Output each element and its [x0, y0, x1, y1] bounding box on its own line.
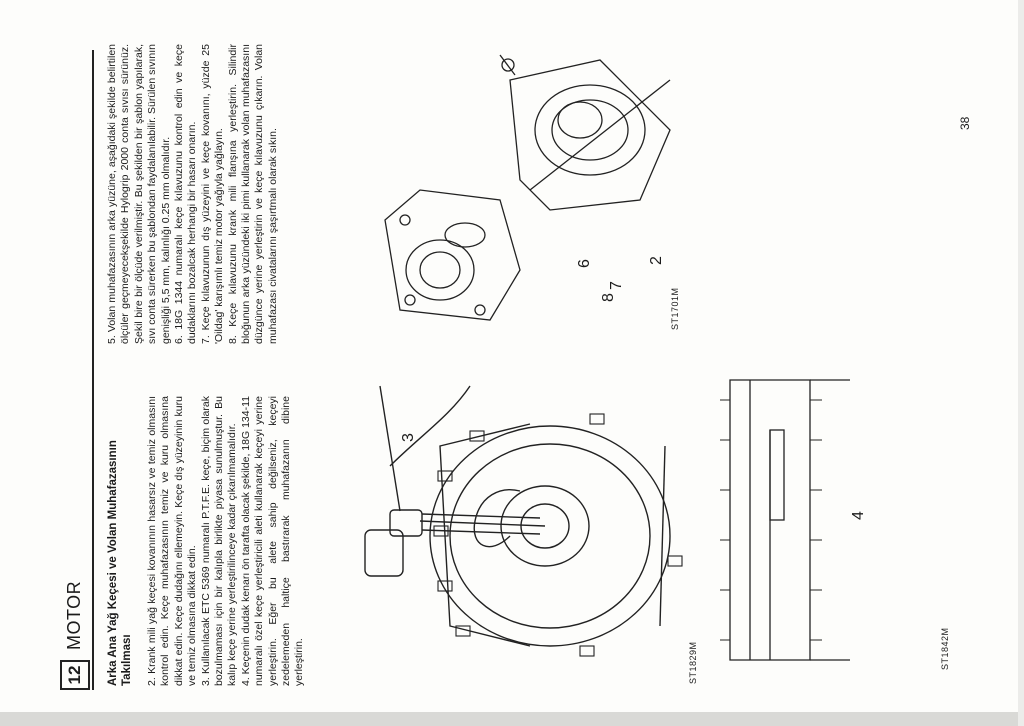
- header-rule: [92, 50, 94, 690]
- figure2-callout-2: 2: [648, 256, 665, 265]
- sealant-template-drawing: [710, 370, 960, 670]
- step-7: 7. Keçe kılavuzunun dış yüzeyini ve keçe kovanını, yüzde 25 'Oildag' karışımlı temiz motor yağıyla yağlayın.: [199, 44, 226, 344]
- step-2: 2. Krank mili yağ keçesi kovanının hasarsız ve temiz olmasını kontrol edin. Keçe muhafazasının temiz ve kuru olmasına dikkat edin. Keçe dudağını ellemeyin. Keçe dış yüzeyinin kuru ve temiz olmasına dikkat edin.: [146, 396, 199, 686]
- section-title: Arka Ana Yağ Keçesi ve Volan Muhafazasının Takılması: [107, 440, 133, 686]
- step-8: 8. Keçe kılavuzunu krank mili flanşına yerleştirin. Silindir bloğunun arka yüzündeki iki pimi kullanarak volan muhafazasını düzgünce yerine yerleştirin ve keçe kılavuzunu çıkarın. Volan muhafazası civatalarını şaşırtmalı olarak sıkın.: [226, 44, 279, 344]
- step-6: 6. 18G 1344 numaralı keçe kılavuzunu kontrol edin ve keçe dudaklarını bozalcak herhangi bir hasarı onarın.: [173, 44, 199, 344]
- figure2-callout-7: 7: [608, 281, 625, 290]
- block-housing-drawing: [380, 50, 680, 330]
- seal-installation-drawing: [360, 366, 690, 686]
- text-column-right: [106, 44, 280, 344]
- figure2-callout-6: 6: [576, 259, 593, 268]
- step-4: 4. Keçenin dudak kenarı ön tarafta olacak şekilde, 18G 134-11 numaralı özel keçe yerleştiricili aleti kullanarak keçeyi yerine yerleştirin. Eğer bu alete sahip değilseniz, keçeyi zedelemeden haltiçe bastırarak muhafazanın dibine yerleştirin.: [239, 396, 306, 686]
- chapter-number-box: 12: [60, 660, 90, 690]
- step-3: 3. Kullanılacak ETC 5369 numaralı P.T.F.E. keçe, biçim olarak bozulmaması için bir kalıpla birlikte piyasa sunulmuştur. Bu kalıp keçe yerine yerleştirilinceye kadar çıkarılmamalıdır.: [199, 396, 239, 686]
- figure-seal-installation: [360, 366, 690, 686]
- figure1-caption: ST1829M: [688, 641, 698, 684]
- manual-page: [60, 43, 980, 690]
- scan-edge-right: [1018, 0, 1024, 726]
- figure2-caption: ST1701M: [670, 287, 680, 330]
- figure-sealant-template: [710, 370, 960, 670]
- page-number: 38: [958, 116, 972, 130]
- scan-edge-bottom: [0, 712, 1024, 726]
- figure2-callout-8: 8: [600, 293, 617, 302]
- step-5: 5. Volan muhafazasının arka yüzüne, aşağıdaki şekilde belirtilen ölçüler geçmeyecekşekilde Hylogrip 2000 conta sıvısı sürünüz. Şekil bire bir ölçüde verilmiştir. Bu şekilden bir şablon yapılarak, sıvı conta sürerken bu şablondan faydalanılabilir. Sürülen sıvının genişliği 5,5 mm, kalınlığı 0.25 mm olmalıdır.: [106, 43, 172, 344]
- chapter-title: MOTOR: [64, 580, 84, 650]
- figure3-callout-4: 4: [850, 511, 867, 520]
- figure1-callout-3: 3: [400, 433, 417, 442]
- figure3-caption: ST1842M: [940, 627, 950, 670]
- figure-block-and-housing: [380, 50, 680, 330]
- text-column-left: [106, 396, 307, 686]
